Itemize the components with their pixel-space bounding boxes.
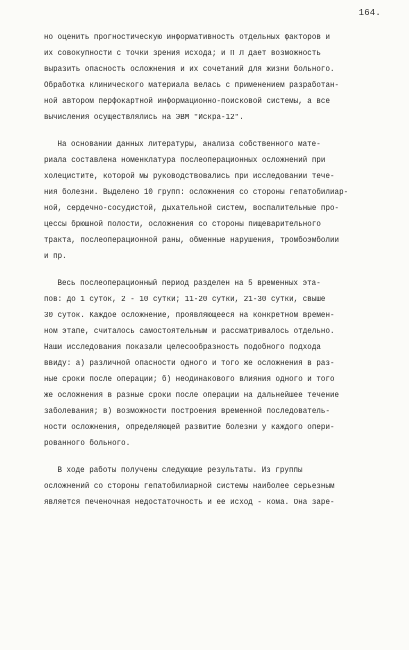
text-line: риала составлена номенклатура послеоперационных осложнений при: [44, 157, 326, 165]
text-line: ввиду: а) различной опасности одного и того же осложнения в раз-: [44, 360, 335, 368]
text-line: и пр.: [44, 253, 67, 261]
text-line: 30 суток. Каждое осложнение, проявляющееся на конкретном времен-: [44, 312, 335, 320]
document-body: [44, 30, 394, 522]
text-line: Наши исследования показали целесообразность подобного подхода: [44, 344, 321, 352]
paragraph-results: [44, 463, 394, 511]
text-line: же осложнения в разные сроки после операции на дальнейшее течение: [44, 392, 340, 400]
text-line: Обработка клинического материала велась с применением разработан-: [44, 82, 340, 90]
text-line: заболевания; в) возможности построения временной последователь-: [44, 408, 331, 416]
text-line: осложнений со стороны гепатобилиарной системы наиболее серьезным: [44, 483, 335, 491]
text-line: цессы брюшной полости, осложнения со стороны пищеварительного: [44, 221, 321, 229]
text-line: Весь послеоперационный период разделен на 5 временных эта-: [57, 280, 321, 288]
page-number: 164.: [358, 8, 381, 18]
paragraph-postoperative-periods: [44, 276, 394, 452]
text-line: На основании данных литературы, анализа собственного мате-: [57, 141, 321, 149]
text-line: холецистите, которой мы руководствовались при исследовании тече-: [44, 173, 335, 181]
paragraph-complication-nomenclature: [44, 137, 394, 265]
paragraph-prognostic-methods: [44, 30, 394, 126]
text-line: вычисления осуществлялись на ЭВМ "Искра-12".: [44, 114, 244, 122]
text-line: выразить опасность осложнения и их сочетаний для жизни больного.: [44, 66, 335, 74]
text-line: тракта, послеоперационной раны, обменные нарушения, тромбоэмболии: [44, 237, 340, 245]
text-line: их совокупности с точки зрения исхода; и П Л дает возможность: [44, 50, 321, 58]
text-line: В ходе работы получены следующие результаты. Из группы: [57, 467, 303, 475]
text-line: ния болезни. Выделено 10 групп: осложнения со стороны гепатобилиар-: [44, 189, 349, 197]
text-line: рованного больного.: [44, 440, 131, 448]
text-line: но оценить прогностическую информативность отдельных факторов и: [44, 34, 331, 42]
text-line: ной, сердечно-сосудистой, дыхательной систем, воспалительные про-: [44, 205, 340, 213]
text-line: ной автором перфокартной информационно-поисковой системы, а все: [44, 98, 331, 106]
text-line: является печеночная недостаточность и её исход - кома. Она заре-: [44, 499, 335, 507]
text-line: ные сроки после операции; б) неодинакового влияния одного и того: [44, 376, 335, 384]
text-line: пов: до 1 суток, 2 - 10 сутки; 11-20 сутки, 21-30 сутки, свыше: [44, 296, 326, 304]
text-line: ности осложнения, определяющей развитие болезни у каждого опери-: [44, 424, 335, 432]
text-line: ном этапе, считалось самостоятельным и рассматривалось отдельно.: [44, 328, 335, 336]
